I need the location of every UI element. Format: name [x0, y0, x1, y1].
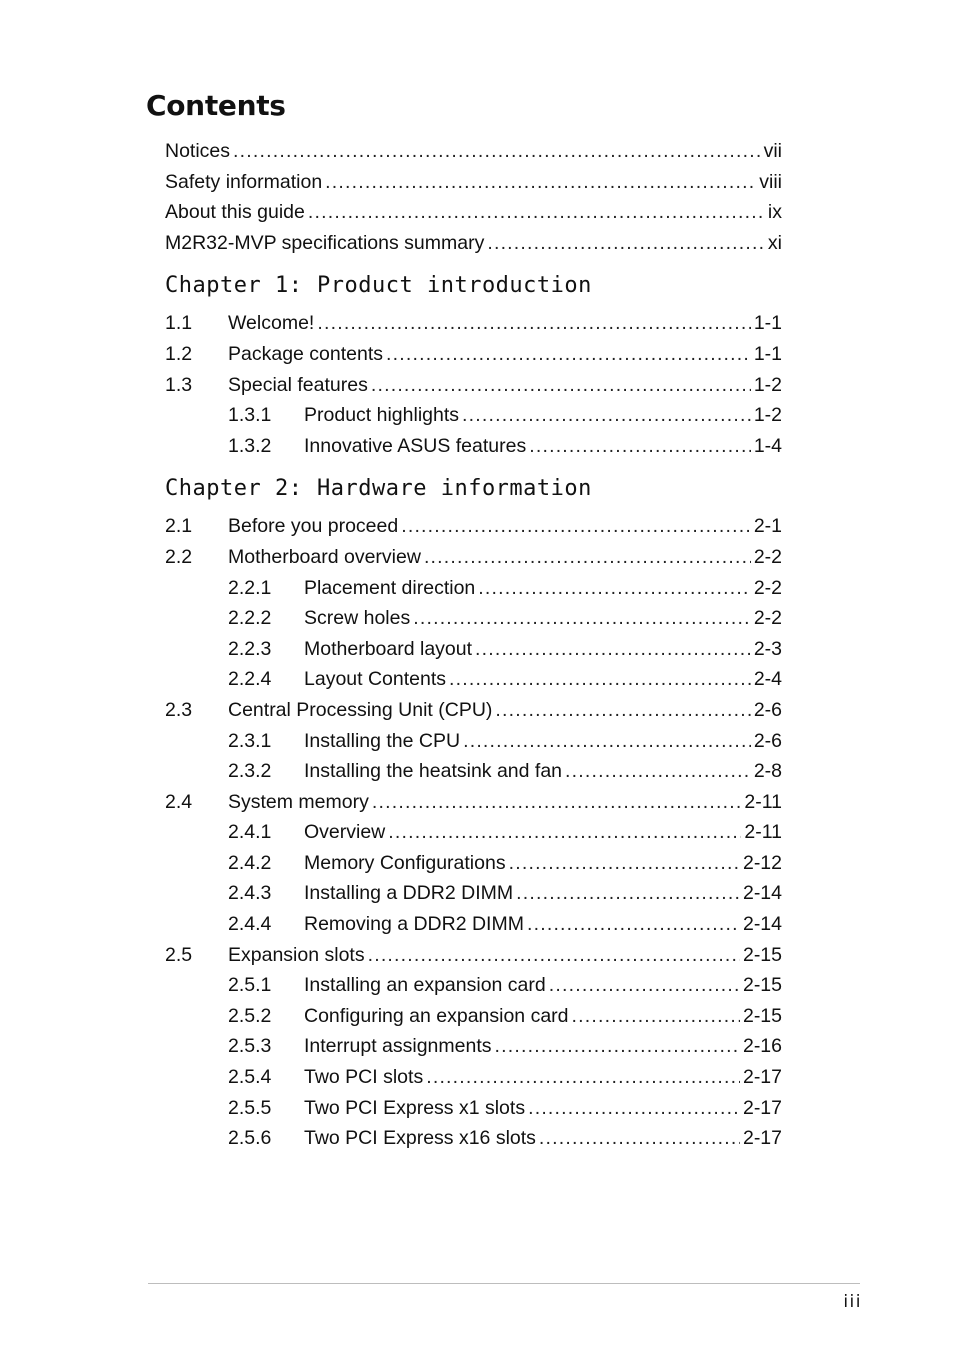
toc-leader-dots [372, 787, 742, 818]
toc-entry-page: 2-6 [753, 729, 782, 752]
toc-entry-title: Installing the heatsink and fan [304, 760, 563, 783]
toc-section-entry[interactable] [165, 542, 782, 573]
toc-subsection-entry[interactable] [165, 431, 782, 462]
toc-entry-title: Before you proceed [228, 515, 399, 538]
toc-leader-dots [539, 1123, 740, 1154]
toc-entry-page: 2-15 [742, 943, 782, 966]
toc-leader-dots [549, 970, 740, 1001]
toc-section-entry[interactable] [165, 370, 782, 401]
page-title: Contents [146, 89, 286, 122]
toc-entry-title: Expansion slots [228, 943, 365, 966]
toc-leader-dots [565, 756, 751, 787]
toc-entry-number: 2.3 [165, 698, 193, 721]
toc-leader-dots [424, 542, 751, 573]
toc-entry-number: 2.2 [165, 545, 193, 568]
toc-leader-dots [386, 339, 751, 370]
toc-entry-number: 2.5.5 [228, 1096, 272, 1119]
toc-entry-number: 2.2.1 [228, 576, 272, 599]
toc-leader-dots [325, 167, 756, 198]
chapter-section [165, 461, 782, 1153]
toc-entry-number: 1.1 [165, 312, 193, 335]
chapter-title: Hardware information [317, 476, 592, 502]
footer-divider [148, 1283, 860, 1284]
toc-entry-page: 2-11 [744, 821, 782, 844]
toc-entry-page: 2-8 [753, 760, 782, 783]
toc-entry-page: 2-14 [742, 882, 782, 905]
toc-entry-title: Special features [228, 373, 368, 396]
chapter-section [165, 258, 782, 461]
toc-entry-number: 1.3 [165, 373, 193, 396]
toc-entry-page: 1-4 [753, 434, 782, 457]
toc-leader-dots [516, 878, 740, 909]
toc-subsection-entry[interactable] [165, 573, 782, 604]
toc-subsection-entry[interactable] [165, 817, 782, 848]
toc-entry-number: 2.3.1 [228, 729, 272, 752]
toc-leader-dots [449, 664, 751, 695]
toc-entry-title: Package contents [228, 342, 384, 365]
front-matter-list [165, 136, 782, 258]
toc-leader-dots [475, 634, 751, 665]
toc-entry-page: vii [763, 140, 782, 162]
toc-section-entry[interactable] [165, 308, 782, 339]
toc-leader-dots [317, 308, 750, 339]
toc-entry-number: 2.4.2 [228, 851, 272, 874]
toc-entry-number: 2.2.2 [228, 607, 272, 630]
toc-entry-page: 1-2 [753, 404, 782, 427]
toc-entry-number: 2.4.4 [228, 913, 272, 936]
toc-entry-page: 2-17 [742, 1066, 782, 1089]
toc-entry-page: 2-11 [744, 790, 782, 813]
toc-entry-title: Central Processing Unit (CPU) [228, 698, 493, 721]
chapter-heading[interactable] [165, 258, 782, 308]
toc-subsection-entry[interactable] [165, 970, 782, 1001]
toc-entry-number: 2.4 [165, 790, 193, 813]
toc-entry-number: 2.5.4 [228, 1066, 272, 1089]
toc-entry-page: 2-2 [753, 576, 782, 599]
toc-subsection-entry[interactable] [165, 603, 782, 634]
toc-leader-dots [509, 848, 740, 879]
toc-subsection-entry[interactable] [165, 756, 782, 787]
table-of-contents [165, 136, 782, 1154]
toc-subsection-entry[interactable] [165, 1123, 782, 1154]
toc-entry-number: 2.5 [165, 943, 193, 966]
chapter-title: Product introduction [317, 273, 592, 299]
toc-leader-dots [528, 1093, 740, 1124]
toc-entry-page: 2-2 [753, 545, 782, 568]
toc-entry-page: 2-1 [753, 515, 782, 538]
toc-entry-page: 1-1 [753, 312, 782, 335]
toc-entry-page: 2-16 [742, 1035, 782, 1058]
toc-entry-title: System memory [228, 790, 369, 813]
toc-entry-page: 2-17 [742, 1096, 782, 1119]
toc-entry-title: Installing a DDR2 DIMM [304, 882, 514, 905]
toc-entry-title: Motherboard overview [228, 545, 421, 568]
toc-subsection-entry[interactable] [165, 664, 782, 695]
toc-leader-dots [529, 431, 751, 462]
toc-entry-title: Overview [304, 821, 386, 844]
toc-entry-title: Installing the CPU [304, 729, 461, 752]
chapter-label: Chapter 1: [165, 273, 303, 299]
toc-subsection-entry[interactable] [165, 634, 782, 665]
toc-leader-dots [527, 909, 740, 940]
toc-entry-page: ix [767, 201, 782, 224]
toc-entry-title: Configuring an expansion card [304, 1004, 569, 1027]
toc-subsection-entry[interactable] [165, 878, 782, 909]
toc-leader-dots [308, 197, 765, 228]
toc-entry-number: 1.3.2 [228, 434, 272, 457]
toc-entry-page: 2-15 [742, 974, 782, 997]
toc-entry-number: 1.3.1 [228, 404, 272, 427]
toc-section-entry[interactable] [165, 787, 782, 818]
toc-subsection-entry[interactable] [165, 848, 782, 879]
toc-entry-page: viii [759, 170, 782, 193]
toc-leader-dots [233, 136, 761, 167]
toc-subsection-entry[interactable] [165, 1093, 782, 1124]
chapter-heading[interactable] [165, 461, 782, 511]
toc-leader-dots [371, 370, 751, 401]
toc-entry-title: Motherboard layout [304, 637, 473, 660]
toc-entry-title: Screw holes [304, 607, 411, 630]
chapter-list [165, 258, 782, 1153]
toc-leader-dots [495, 695, 750, 726]
toc-entry-page: 2-14 [742, 913, 782, 936]
toc-entry-title: Memory Configurations [304, 851, 506, 874]
toc-entry-title: Layout Contents [304, 668, 447, 691]
toc-entry-page: 2-3 [753, 637, 782, 660]
toc-entry-title: Welcome! [228, 312, 315, 335]
toc-subsection-entry[interactable] [165, 726, 782, 757]
toc-entry-page: 2-4 [753, 668, 782, 691]
toc-section-entry[interactable] [165, 695, 782, 726]
toc-entry-title: Safety information [165, 170, 323, 193]
toc-entry-title: Two PCI slots [304, 1066, 424, 1089]
toc-subsection-entry[interactable] [165, 1001, 782, 1032]
toc-entry-number: 2.2.3 [228, 637, 272, 660]
toc-leader-dots [368, 940, 740, 971]
toc-entry-number: 2.5.3 [228, 1035, 272, 1058]
toc-entry-number: 2.4.1 [228, 821, 272, 844]
toc-entry-number: 2.2.4 [228, 668, 272, 691]
toc-subsection-entry[interactable] [165, 1031, 782, 1062]
toc-entry-number: 2.3.2 [228, 760, 272, 783]
toc-entry-title: Removing a DDR2 DIMM [304, 913, 524, 936]
toc-entry-number: 1.2 [165, 342, 193, 365]
page-number: iii [843, 1292, 862, 1312]
toc-entry-page: 1-1 [753, 342, 782, 365]
toc-leader-dots [495, 1031, 740, 1062]
toc-subsection-entry[interactable] [165, 1062, 782, 1093]
toc-leader-dots [401, 511, 751, 542]
toc-entry[interactable] [165, 228, 782, 259]
toc-leader-dots [487, 228, 765, 259]
toc-section-entry[interactable] [165, 511, 782, 542]
toc-entry[interactable] [165, 197, 782, 228]
toc-entry-title: Innovative ASUS features [304, 434, 527, 457]
toc-subsection-entry[interactable] [165, 909, 782, 940]
toc-entry-page: 2-2 [753, 607, 782, 630]
toc-entry-title: Product highlights [304, 404, 460, 427]
toc-section-entry[interactable] [165, 940, 782, 971]
toc-entry-title: Placement direction [304, 576, 476, 599]
toc-entry-title: M2R32-MVP specifications summary [165, 231, 485, 254]
toc-entry-number: 2.5.1 [228, 974, 272, 997]
toc-section-entry[interactable] [165, 339, 782, 370]
toc-entry-title: About this guide [165, 201, 305, 224]
toc-subsection-entry[interactable] [165, 400, 782, 431]
toc-entry-number: 2.4.3 [228, 882, 272, 905]
toc-entry-page: 2-6 [753, 698, 782, 721]
toc-entry-title: Two PCI Express x16 slots [304, 1127, 536, 1150]
toc-entry-title: Notices [165, 140, 231, 162]
toc-entry-number: 2.5.2 [228, 1004, 272, 1027]
chapter-label: Chapter 2: [165, 476, 303, 502]
toc-entry-page: 1-2 [753, 373, 782, 396]
toc-entry-number: 2.1 [165, 515, 193, 538]
toc-leader-dots [478, 573, 751, 604]
toc-entry-page: 2-12 [742, 851, 782, 874]
toc-leader-dots [462, 400, 751, 431]
toc-leader-dots [426, 1062, 740, 1093]
toc-entry[interactable] [165, 167, 782, 198]
toc-leader-dots [463, 726, 751, 757]
toc-leader-dots [388, 817, 741, 848]
toc-entry-title: Installing an expansion card [304, 974, 546, 997]
toc-entry-title: Interrupt assignments [304, 1035, 492, 1058]
toc-entry-page: 2-17 [742, 1127, 782, 1150]
toc-entry-page: xi [767, 231, 782, 254]
toc-entry-page: 2-15 [742, 1004, 782, 1027]
toc-leader-dots [413, 603, 751, 634]
toc-entry-number: 2.5.6 [228, 1127, 272, 1150]
toc-entry[interactable] [165, 136, 782, 167]
toc-leader-dots [572, 1001, 740, 1032]
toc-entry-title: Two PCI Express x1 slots [304, 1096, 526, 1119]
